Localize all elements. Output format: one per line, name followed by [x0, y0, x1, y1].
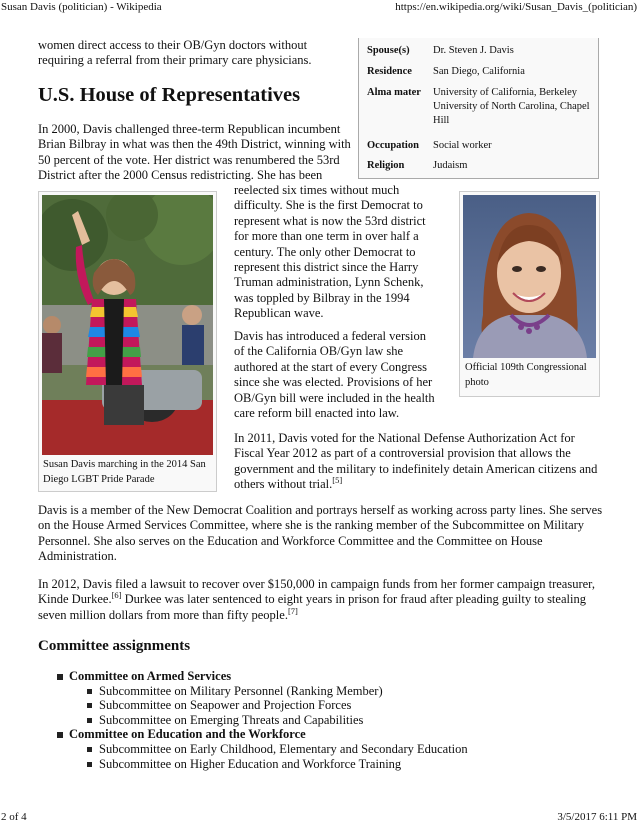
house-p1-line: In 2000, Davis challenged three-term Republican incumbent [38, 122, 341, 136]
portrait-figure [459, 191, 600, 397]
committee-list [54, 669, 468, 771]
parade-figure [38, 191, 217, 492]
infobox-label: Occupation [367, 140, 419, 151]
committee-item-education-workforce [54, 727, 468, 771]
subcommittee-item [84, 684, 468, 699]
committee-item-armed-services [54, 669, 468, 727]
subcommittee-item [84, 698, 468, 713]
subcommittee-link[interactable]: Subcommittee on Military Personnel (Ranking Member) [99, 683, 383, 698]
infobox-value[interactable]: Social worker [433, 140, 492, 151]
house-paragraph-1-lines [38, 122, 358, 184]
page-title: Susan Davis (politician) - Wikipedia [1, 1, 162, 13]
house-p1-line: Brian Bilbray in what was then the 49th District, winning with [38, 137, 351, 152]
house-paragraph-4: Davis is a member of the New Democrat Coalition and portrays herself as working across party lines. She serves on the House Armed Services Committee, where she is the ranking member of the Subcommittee on Military Personnel. She also serves on the Education and Workforce Committee and the Committee on House Administration. [38, 503, 603, 564]
ref-7-link[interactable]: [7] [287, 605, 298, 616]
subcommittee-link[interactable]: Subcommittee on Emerging Threats and Capabilities [99, 712, 364, 727]
house-p3-text: In 2011, Davis voted for the National Defense Authorization Act for Fiscal Year 2012 as part of a controversial provision that allows the government and the military to indefinitely detain American citizens and others without trial. [234, 431, 598, 492]
portrait-caption: Official 109th Congressional photo [465, 362, 587, 388]
section-heading-committees: Committee assignments [38, 638, 191, 654]
infobox-value[interactable]: Judaism [433, 160, 468, 171]
page-number: 2 of 4 [1, 811, 27, 823]
committee-link[interactable]: Committee on Education and the Workforce [69, 727, 306, 742]
infobox-value[interactable]: University of California, Berkeley University of North Carolina, Chapel Hill [433, 87, 590, 126]
house-paragraph-3 [234, 431, 602, 493]
subcommittee-list [69, 742, 468, 771]
portrait-photo[interactable] [463, 195, 596, 358]
committee-link[interactable]: Committee on Armed Services [69, 669, 232, 683]
subcommittee-item [84, 742, 468, 757]
infobox-label: Religion [367, 160, 405, 171]
subcommittee-item [84, 713, 468, 728]
print-datetime: 3/5/2017 6:11 PM [557, 811, 637, 823]
parade-photo[interactable] [42, 195, 213, 455]
infobox-label: Spouse(s) [367, 45, 410, 56]
subcommittee-link[interactable]: Subcommittee on Early Childhood, Elementary and Secondary Education [99, 741, 468, 756]
house-paragraph-1-cont: reelected six times without much difficulty. She is the first Democrat to represent what is now the 53rd district for more than one term in over half a century. The only other Democrat to represent this district since the Harry Truman administration, Lynn Schenk, was toppled by Bilbray in the 1994 Republican wave. [234, 183, 426, 321]
house-paragraph-2: Davis has introduced a federal version of the California OB/Gyn law she authored at the start of every Congress since she was elected. Provisions of her OB/Gyn bill were included in the health care reform bill enacted into law. [234, 329, 435, 421]
subcommittee-link[interactable]: Subcommittee on Higher Education and Workforce Training [99, 756, 402, 771]
subcommittee-list [69, 684, 468, 728]
infobox-value[interactable]: San Diego, California [433, 66, 525, 77]
infobox-label: Alma mater [367, 87, 421, 98]
infobox-label: Residence [367, 66, 412, 77]
house-p1-line: District after the 2000 Census redistricting. She has been [38, 168, 323, 183]
house-p5-text-a: In 2012, Davis filed a lawsuit to recover over $150,000 in campaign funds from her former campaign treasurer, Kinde Durkee. [38, 577, 595, 607]
parade-caption: Susan Davis marching in the 2014 San Diego LGBT Pride Parade [43, 459, 206, 485]
house-p1-line: 50 percent of the vote. Her district was renumbered the 53rd [38, 152, 340, 167]
infobox [358, 38, 599, 179]
intro-tail-paragraph: women direct access to their OB/Gyn doctors without requiring a referral from their primary care physicians. [38, 38, 312, 68]
ref-5-link[interactable]: [5] [332, 475, 343, 486]
infobox-value[interactable]: Dr. Steven J. Davis [433, 45, 514, 56]
house-p5-text-b: Durkee was later sentenced to eight years in prison for fraud after pleading guilty to stealing seven million dollars from more than fifty people. [38, 592, 586, 622]
subcommittee-item [84, 757, 468, 772]
house-paragraph-5 [38, 577, 610, 623]
section-heading-house: U.S. House of Representatives [38, 84, 301, 106]
page-url[interactable]: https://en.wikipedia.org/wiki/Susan_Davis_(politician) [395, 1, 637, 13]
subcommittee-link[interactable]: Subcommittee on Seapower and Projection Forces [99, 698, 352, 713]
ref-6-link[interactable]: [6] [111, 590, 122, 601]
